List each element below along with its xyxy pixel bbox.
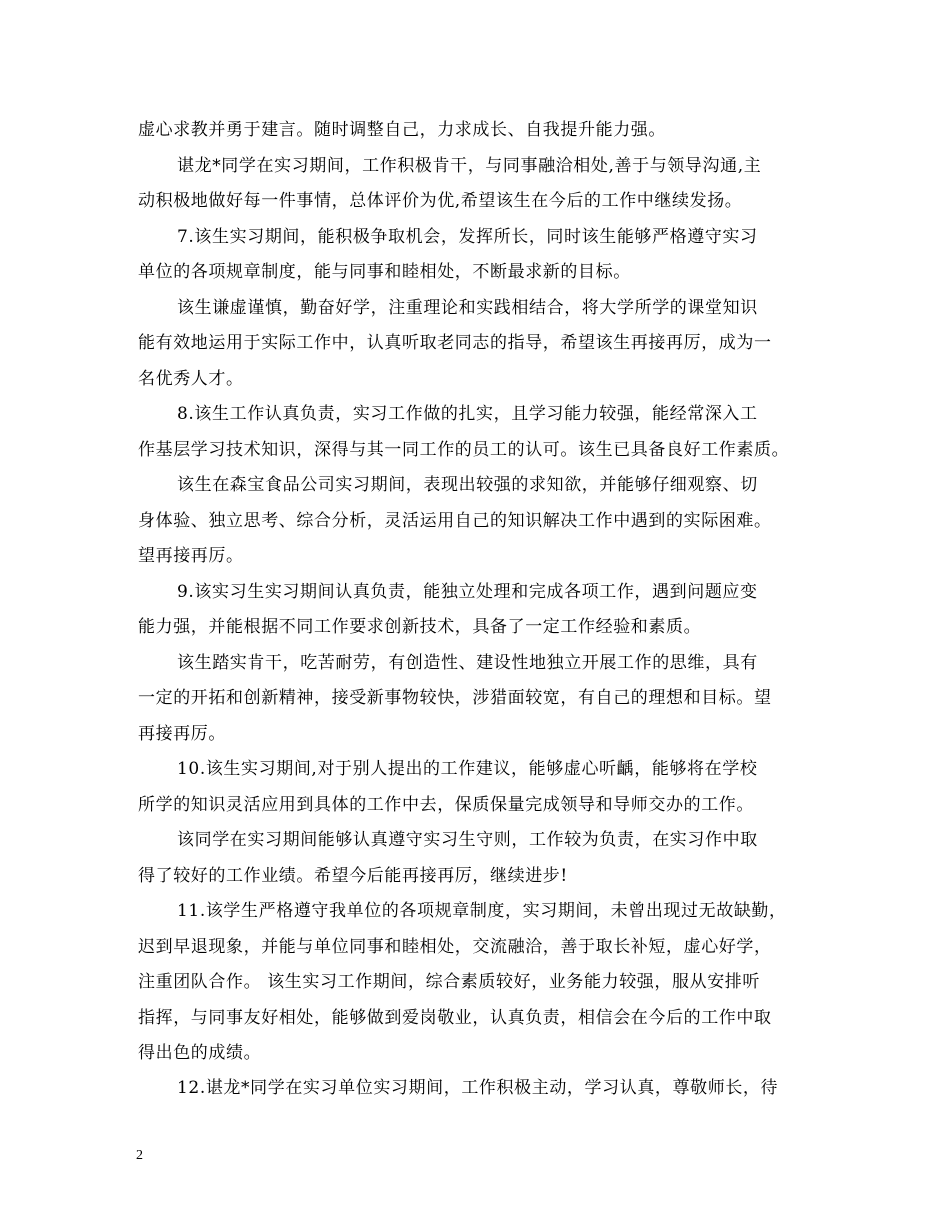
text-line: 身体验、独立思考、综合分析，灵活运用自己的知识解决工作中遇到的实际困难。 xyxy=(138,511,772,531)
text-line: 迟到早退现象，并能与单位同事和睦相处，交流融洽，善于取长补短，虚心好学， xyxy=(138,937,772,957)
text-line: 10.该生实习期间,对于别人提出的工作建议，能够虚心听齲，能够将在学校 xyxy=(177,759,758,779)
text-line: 再接再厉。 xyxy=(138,724,226,744)
text-line: 能有效地运用于实际工作中，认真听取老同志的指导，希望该生再接再厉，成为一 xyxy=(138,333,772,353)
text-line: 谌龙*同学在实习期间，工作积极肯干，与同事融洽相处,善于与领导沟通,主 xyxy=(177,156,762,176)
text-line: 虚心求教并勇于建言。随时调整自己，力求成长、自我提升能力强。 xyxy=(138,120,666,140)
text-line: 该生踏实肯干，吃苦耐劳，有创造性、建设性地独立开展工作的思维，具有 xyxy=(177,653,758,673)
text-line: 7.该生实习期间，能积极争取机会，发挥所长，同时该生能够严格遵守实习 xyxy=(177,227,758,247)
text-line: 9.该实习生实习期间认真负责，能独立处理和完成各项工作，遇到问题应变 xyxy=(177,582,758,602)
text-line: 该生在森宝食品公司实习期间，表现出较强的求知欲，并能够仔细观察、切 xyxy=(177,475,758,495)
page-number: 2 xyxy=(136,1148,143,1163)
text-line: 得了较好的工作业绩。希望今后能再接再厉，继续进步! xyxy=(138,866,568,886)
text-line: 该同学在实习期间能够认真遵守实习生守则，工作较为负责，在实习作中取 xyxy=(177,830,758,850)
text-line: 动积极地做好每一件事情，总体评价为优,希望该生在今后的工作中继续发扬。 xyxy=(138,191,743,211)
text-line: 该生谦虚谨慎，勤奋好学，注重理论和实践相结合，将大学所学的课堂知识 xyxy=(177,298,758,318)
text-line: 得出色的成绩。 xyxy=(138,1043,262,1063)
text-line: 能力强，并能根据不同工作要求创新技术，具备了一定工作经验和素质。 xyxy=(138,617,702,637)
text-line: 名优秀人才。 xyxy=(138,369,244,389)
text-line: 12.谌龙*同学在实习单位实习期间，工作积极主动，学习认真，尊敬师长，待 xyxy=(177,1078,779,1098)
text-line: 8.该生工作认真负责，实习工作做的扎实，且学习能力较强，能经常深入工 xyxy=(177,404,758,424)
text-line: 一定的开拓和创新精神，接受新事物较快，涉猎面较宽，有自己的理想和目标。望 xyxy=(138,688,772,708)
text-line: 注重团队合作。 该生实习工作期间，综合素质较好，业务能力较强，服从安排听 xyxy=(138,972,761,992)
text-line: 11.该学生严格遵守我单位的各项规章制度，实习期间，未曾出现过无故缺勤， xyxy=(177,901,787,921)
text-line: 作基层学习技术知识，深得与其一同工作的员工的认可。该生已具备良好工作素质。 xyxy=(138,440,790,460)
text-line: 所学的知识灵活应用到具体的工作中去，保质保量完成领导和导师交办的工作。 xyxy=(138,795,754,815)
text-line: 单位的各项规章制度，能与同事和睦相处，不断最求新的目标。 xyxy=(138,262,631,282)
text-line: 指挥，与同事友好相处，能够做到爱岗敬业，认真负责，相信会在今后的工作中取 xyxy=(138,1008,772,1028)
text-line: 望再接再厉。 xyxy=(138,546,244,566)
